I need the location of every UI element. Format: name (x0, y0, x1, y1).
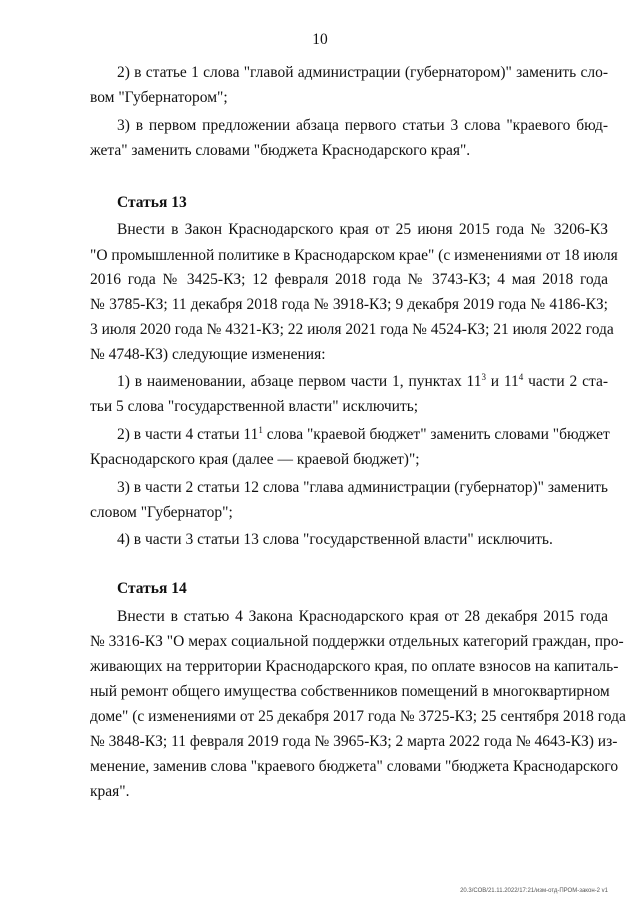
text-line: живающих на территории Краснодарского края, по оплате взносов на капиталь- (90, 658, 619, 675)
text-line (117, 423, 608, 447)
text-line: вом "Губернатором"; (90, 89, 228, 106)
text-line: 3) в части 2 статьи 12 слова "глава администрации (губернатор)" заменить (117, 479, 608, 496)
superscript: 3 (481, 372, 486, 382)
text-line: Краснодарского края (далее — краевой бюджет)"; (90, 451, 420, 468)
superscript: 1 (258, 425, 263, 435)
text-line: 3 июля 2020 года № 4321-КЗ; 22 июля 2021 года № 4524-КЗ; 21 июля 2022 года (90, 321, 614, 338)
text-segment: и 11 (485, 373, 519, 390)
article-heading: Статья 13 (117, 194, 187, 211)
text-line: № 4748-КЗ) следующие изменения: (90, 346, 326, 363)
text-line: 4) в части 3 статьи 13 слова "государственной власти" исключить. (117, 531, 553, 548)
text-line: 2016 года № 3425-КЗ; 12 февраля 2018 года № 3743-КЗ; 4 мая 2018 года (90, 271, 608, 288)
text-line: менение, заменив слова "краевого бюджета" словами "бюджета Краснодарского (90, 758, 619, 775)
text-line: ный ремонт общего имущества собственников помещений в многоквартирном (90, 683, 610, 700)
text-segment: 1) в наименовании, абзаце первом части 1, пунктах 11 (117, 373, 482, 390)
superscript: 4 (518, 372, 524, 382)
text-line: № 3785-КЗ; 11 декабря 2018 года № 3918-КЗ; 9 декабря 2019 года № 4186-КЗ; (90, 296, 608, 313)
footer-code: 20.3/СОВ/21.11.2022/17:21/изм-отд-ПРОМ-закон-2 v1 (460, 888, 608, 894)
text-line: края". (90, 783, 130, 800)
text-line: 3) в первом предложении абзаца первого статьи 3 слова "краевого бюд- (117, 117, 608, 134)
page-number: 10 (312, 31, 328, 48)
text-line: № 3848-КЗ; 11 февраля 2019 года № 3965-КЗ; 2 марта 2022 года № 4643-КЗ) из- (90, 733, 618, 750)
text-line: жета" заменить словами "бюджета Краснодарского края". (90, 142, 471, 159)
text-line: Внести в Закон Краснодарского края от 25 июня 2015 года № 3206-КЗ (117, 221, 608, 238)
text-line: "О промышленной политике в Краснодарском крае" (с изменениями от 18 июля (90, 247, 618, 264)
text-line: словом "Губернатор"; (90, 504, 233, 521)
text-line: № 3316-КЗ "О мерах социальной поддержки отдельных категорий граждан, про- (90, 633, 624, 650)
text-line: тьи 5 слова "государственной власти" исключить; (90, 398, 419, 415)
text-line: 2) в статье 1 слова "главой администрации (губернатором)" заменить сло- (117, 64, 608, 81)
article-heading: Статья 14 (117, 580, 187, 597)
text-line: доме" (с изменениями от 25 декабря 2017 года № 3725-КЗ; 25 сентября 2018 года (90, 708, 626, 725)
text-line: Внести в статью 4 Закона Краснодарского края от 28 декабря 2015 года (117, 608, 608, 625)
text-segment: 2) в части 4 статьи 11 (117, 426, 259, 443)
text-segment: части 2 ста- (523, 373, 608, 390)
text-line (117, 370, 608, 394)
text-segment: слова "краевой бюджет" заменить словами "бюджет (262, 426, 610, 443)
